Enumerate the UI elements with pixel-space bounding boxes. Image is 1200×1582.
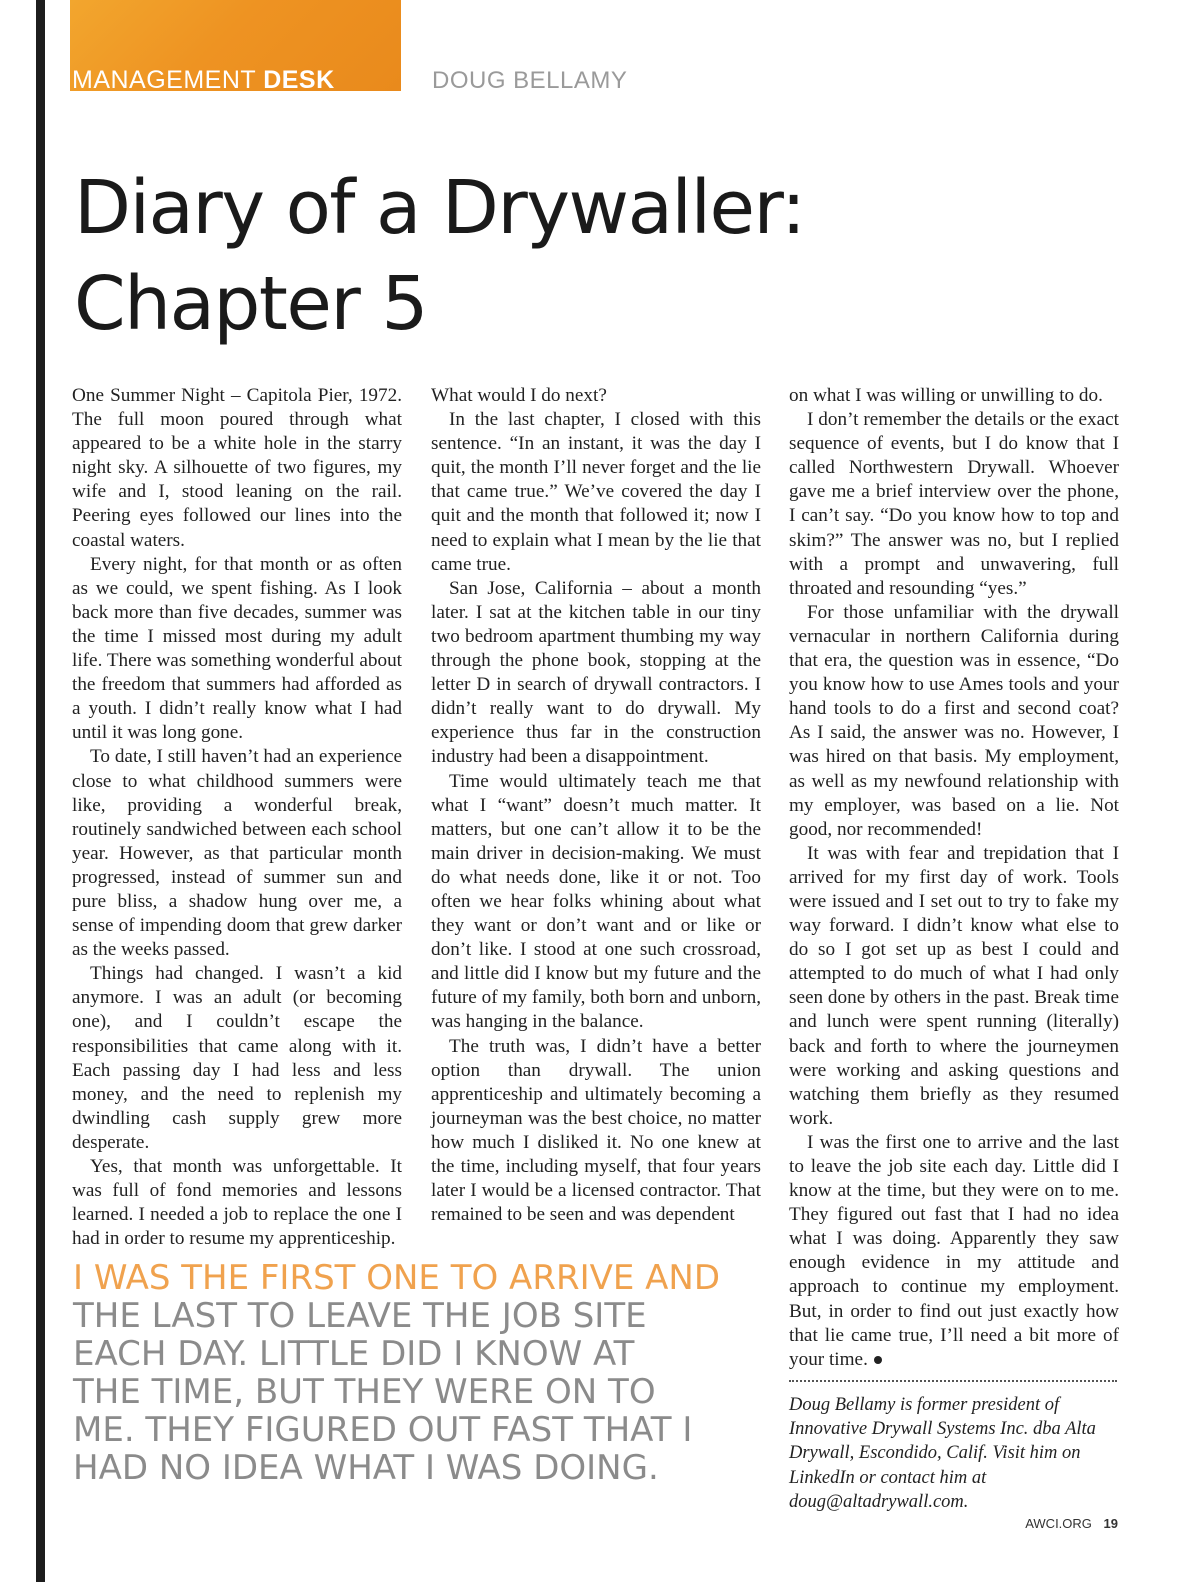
- pull-quote-line-4: THE TIME, BUT THEY WERE ON TO: [73, 1372, 656, 1412]
- text-column-2: [431, 384, 761, 1227]
- department-label: [72, 68, 335, 93]
- paragraph: Things had changed. I wasn’t a kid anymore. I was an adult (or becoming one), and I couldn’t escape the responsibilities that came along with it. Each passing day I had less and less money, and the need to replenish my dwindling cash supply grew more desperate.: [72, 963, 402, 1153]
- paragraph: What would I do next?: [431, 385, 607, 406]
- text-column-1: [72, 384, 402, 1251]
- pull-quote-line-5: ME. THEY FIGURED OUT FAST THAT I: [73, 1410, 693, 1450]
- paragraph: Yes, that month was unforgettable. It was full of fond memories and lessons learned. I needed a job to replace the one I had in order to resume my apprenticeship.: [72, 1156, 402, 1250]
- left-margin-rule: [36, 0, 45, 1582]
- paragraph: It was with fear and trepidation that I arrived for my first day of work. Tools were issued and I set out to try to fake my way forward. I didn’t know what else to do so I got set up as best I could and attempted to do much of what I had only seen done by others in the past. Break time and lunch were spent running (literally) back and forth to where the journeymen were working and asking questions and watching them briefly as they resumed work.: [789, 842, 1119, 1129]
- author-bio: Doug Bellamy is former president of Innovative Drywall Systems Inc. dba Alta Drywall, Escondido, Calif. Visit him on LinkedIn or contact him at doug@altadrywall.com.: [789, 1395, 1096, 1512]
- pull-quote-line-2: THE LAST TO LEAVE THE JOB SITE: [73, 1296, 647, 1336]
- paragraph: Every night, for that month or as often as we could, we spent fishing. As I look back more than five decades, summer was the time I missed most during my adult life. There was something wonderful about the freedom that summers had afforded as a youth. I didn’t really know what I had until it was long gone.: [72, 553, 403, 744]
- article-title-line-2: Chapter 5: [74, 261, 427, 347]
- text-column-3: [789, 384, 1119, 1372]
- department-banner: [70, 0, 401, 94]
- article-title-line-1: Diary of a Drywaller:: [74, 165, 805, 251]
- page-number: 19: [1103, 1516, 1118, 1531]
- column-author: DOUG BELLAMY: [432, 67, 628, 94]
- paragraph: To date, I still haven’t had an experience close to what childhood summers were like, providing a wonderful break, routinely sandwiched between each school year. However, as that particular month progressed, instead of summer sun and pure bliss, a shadow hung over me, a sense of impending doom that grew darker as the weeks passed.: [72, 746, 402, 961]
- pull-quote: [73, 1259, 773, 1487]
- end-mark-bullet-icon: [874, 1356, 882, 1364]
- paragraph-final: [789, 1131, 1119, 1372]
- paragraph: The truth was, I didn’t have a better option than drywall. The union apprenticeship and ultimately becoming a journeyman was the best choice, no matter how much I disliked it. No one knew at the time, including myself, that four years later I would be a licensed contractor. That remained to be seen and was dependent: [431, 1035, 761, 1226]
- page-footer: [1025, 1516, 1118, 1531]
- pull-quote-line-3: EACH DAY. LITTLE DID I KNOW AT: [73, 1334, 635, 1374]
- paragraph: I don’t remember the details or the exact sequence of events, but I do know that I called Northwestern Drywall. Whoever gave me a brief interview over the phone, I can’t say. “Do you know how to top and skim?” The answer was no, but I replied with a prompt and unwavering, full throated and resounding “yes.”: [789, 409, 1119, 599]
- paragraph: For those unfamiliar with the drywall vernacular in northern California during that era, the question was in essence, “Do you know how to use Ames tools and your hand tools to do a first and second coat? As I said, the answer was no. However, I was hired on that basis. My employment, as well as my newfound relationship with my employer, was based on a lie. Not good, nor recommended!: [789, 601, 1119, 840]
- article-title: [74, 160, 834, 352]
- paragraph: San Jose, California – about a month later. I sat at the kitchen table in our tiny two bedroom apartment thumbing my way through the phone book, stopping at the letter D in search of drywall contractors. I didn’t really want to do drywall. My experience thus far in the construction industry had been a disappointment.: [431, 577, 761, 768]
- paragraph: Time would ultimately teach me that what I “want” doesn’t much matter. It matters, but one can’t allow it to be the main driver in decision-making. We must do what needs done, like it or not. Too often we hear folks whining about what they want or don’t want and or like or don’t like. I stood at one such crossroad, and little did I know but my future and the future of my family, both born and unborn, was hanging in the balance.: [431, 770, 761, 1033]
- paragraph-final-text: I was the first one to arrive and the last to leave the job site each day. Little did I know at the time, but they were on to me. They figured out fast that I had no idea what I was doing. Apparently they saw enough evidence in my attitude and approach to continue my employment. But, in order to find out just exactly how that lie came true, I’ll need a bit more of your time.: [789, 1131, 1119, 1370]
- paragraph: One Summer Night – Capitola Pier, 1972. The full moon poured through what appeared to be a white hole in the starry night sky. A silhouette of two figures, my wife and I, stood leaning on the rail. Peering eyes followed our lines into the coastal waters.: [72, 385, 402, 551]
- paragraph: on what I was willing or unwilling to do.: [789, 385, 1103, 406]
- paragraph: In the last chapter, I closed with this sentence. “In an instant, it was the day I quit, the month I’ll never forget and the lie that came true.” We’ve covered the day I quit and the month that followed it; now I need to explain what I mean by the lie that came true.: [431, 409, 761, 575]
- footer-site: AWCI.ORG: [1025, 1516, 1092, 1531]
- department-label-bold: DESK: [263, 66, 335, 94]
- pull-quote-line-6: HAD NO IDEA WHAT I WAS DOING.: [73, 1448, 659, 1488]
- pull-quote-line-1: I WAS THE FIRST ONE TO ARRIVE AND: [73, 1258, 721, 1298]
- department-label-light: MANAGEMENT: [72, 66, 256, 94]
- bio-divider: [789, 1380, 1117, 1382]
